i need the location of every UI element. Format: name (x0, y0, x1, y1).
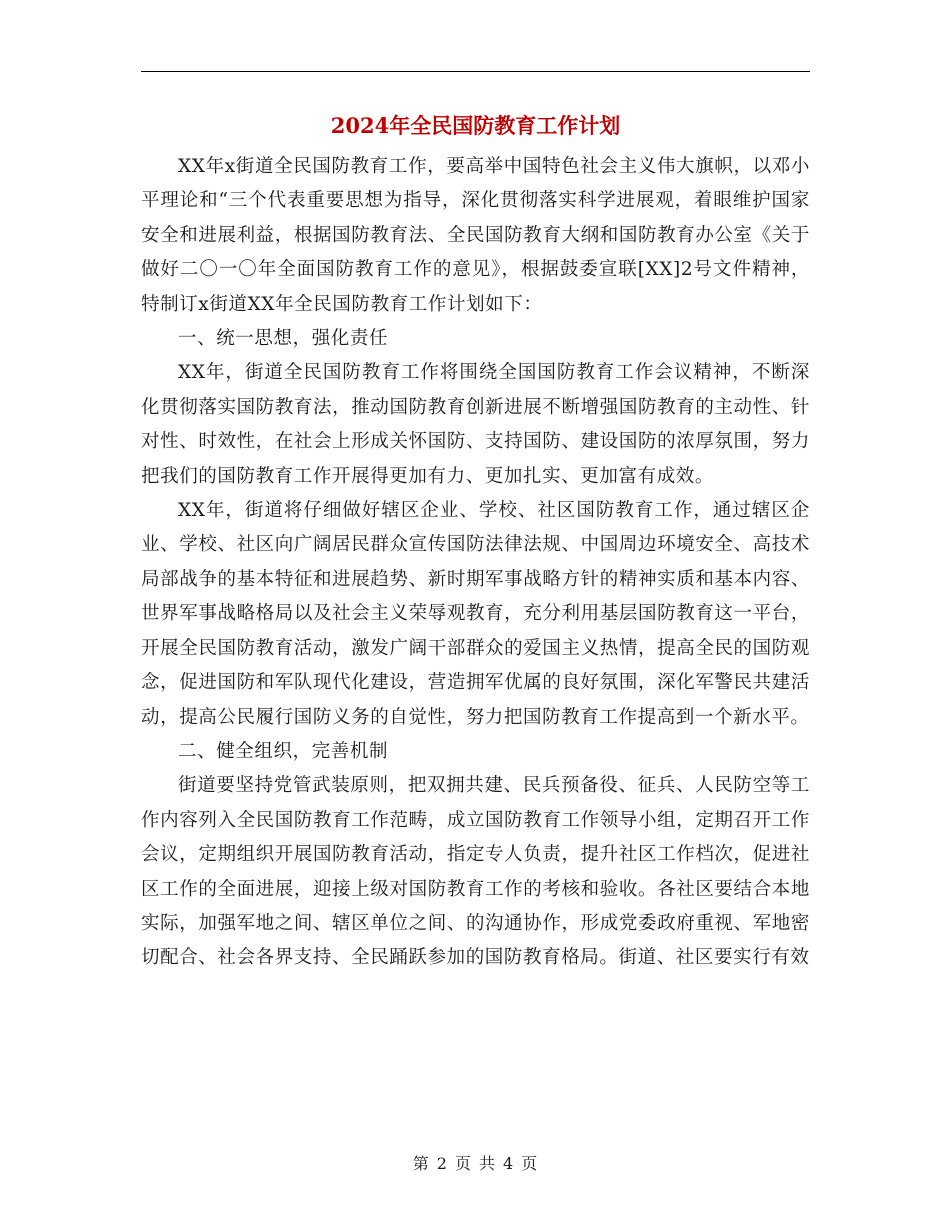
intro-paragraph: XX年x街道全民国防教育工作，要高举中国特色社会主义伟大旗帜，以邓小平理论和“三个代表重要思想为指导，深化贯彻落实科学进展观，着眼维护国家安全和进展利益，根据国防教育法、全民国防教育大纲和国防教育办公室《关于做好二〇一〇年全面国防教育工作的意见》，根据鼓委宣联[XX]2号文件精神，特制订x街道XX年全民国防教育工作计划如下： (141, 156, 810, 315)
footer-total-unit: 页 (521, 1154, 538, 1173)
header-rule (141, 71, 810, 72)
section-1-paragraph-2: XX年，街道将仔细做好辖区企业、学校、社区国防教育工作，通过辖区企业、学校、社区向广阔居民群众宣传国防法律法规、中国周边环境安全、高技术局部战争的基本特征和进展趋势、新时期军事战略方针的精神实质和基本内容、世界军事战略格局以及社会主义荣辱观教育，充分利用基层国防教育这一平台，开展全民国防教育活动，激发广阔干部群众的爱国主义热情，提高全民的国防观念，促进国防和军队现代化建设，营造拥军优属的良好氛围，深化军警民共建活动，提高公民履行国防义务的自觉性，努力把国防教育工作提高到一个新水平。 (141, 500, 810, 728)
document-body (141, 150, 810, 976)
footer-total-prefix: 共 (479, 1154, 496, 1173)
section-2-paragraph-1: 街道要坚持党管武装原则，把双拥共建、民兵预备役、征兵、人民防空等工作内容列入全民国防教育工作范畴，成立国防教育工作领导小组，定期召开工作会议，定期组织开展国防教育活动，指定专人负责，提升社区工作档次，促进社区工作的全面进展，迎接上级对国防教育工作的考核和验收。各社区要结合本地实际，加强军地之间、辖区单位之间、的沟通协作，形成党委政府重视、军地密切配合、社会各界支持、全民踊跃参加的国防教育格局。街道、社区要实行有效 (141, 775, 810, 969)
footer-prefix: 第 (412, 1154, 429, 1173)
section-1-paragraph-1: XX年，街道全民国防教育工作将围绕全国国防教育工作会议精神，不断深化贯彻落实国防教育法，推动国防教育创新进展不断增强国防教育的主动性、针对性、时效性，在社会上形成关怀国防、支持国防、建设国防的浓厚氛围，努力把我们的国防教育工作开展得更加有力、更加扎实、更加富有成效。 (141, 362, 810, 487)
footer-total-pages: 4 (503, 1154, 514, 1173)
footer-page-unit: 页 (454, 1154, 471, 1173)
section-heading-1: 一、统一思想，强化责任 (178, 328, 389, 350)
page-footer (0, 1152, 950, 1176)
document-title: 2024年全民国防教育工作计划 (330, 113, 621, 138)
section-heading-2: 二、健全组织，完善机制 (178, 740, 389, 762)
footer-page-number: 2 (436, 1154, 447, 1173)
